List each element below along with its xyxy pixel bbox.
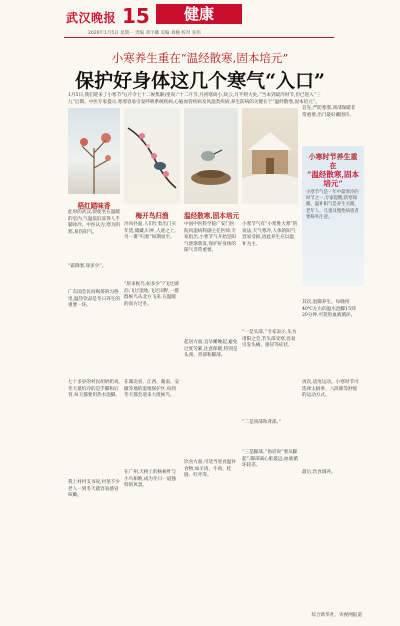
section-title: 健康	[156, 4, 242, 24]
col1-para-3: 广东国会民间喝茶的习俗里,温热饮品是冬日养生的重要一环。	[68, 290, 120, 309]
col4-para-1: 小寒节气有“小寒胜大寒”的说法,天气寒冷,人体的阳气容易受损,因此养生应以温补为主。	[242, 222, 298, 247]
col3-para-3: 饮食方面,可适当进食温补食物,如羊肉、牛肉、桂圆、红枣等。	[184, 460, 236, 479]
caption-3: 温经散寒,固本培元	[184, 212, 240, 220]
col4-para-4: “三是脚部。”俗话说“寒从脚起”,脚部离心脏最远,血液循环较差。	[242, 450, 298, 469]
col3-para-1: 中国中医科学院广安门医院风湿病科副主任医师,专家指出,小寒节气开始是阳气逐渐萌发,保护好身体的阳气非常重要。	[184, 222, 236, 254]
photo-plum-bird	[124, 108, 180, 204]
col1-para-4: 七十多岁的村民胡奶奶说,冬天最怕冷的是手脚和后背,每天都要用热水泡脚。	[68, 380, 120, 399]
col2-para-2: “原来候鸟,如多少”?飞过湖泊,飞过湿地,飞过田野,一群群候鸟从北方飞来,在温暖的南方过冬。	[124, 282, 179, 307]
caption-2: 梅开鸟归渔	[135, 212, 169, 220]
col5-intro: 首先,严防寒邪,颈部保暖非常重要,出门最好戴围巾。	[302, 106, 356, 118]
newspaper-logo: 武汉晚报	[66, 11, 117, 25]
sidebar-text: 小寒节气是一年中最寒冷的时节之一,专家提醒,防寒保暖、温补阳气是养生关键。老年人、儿童及慢性病患者要格外注意。	[306, 190, 359, 220]
sidebar-title: 小寒时节养生重在	[308, 152, 358, 170]
article-headline: 保护好身体这几个寒气“入口”	[75, 70, 325, 92]
col3-para-2: 起居方面,宜早睡晚起,避免过度劳累,注意保暖,特别是头颈、背部和脚部。	[184, 340, 238, 359]
col5-para-2: 其次,泡脚养生。每晚用40℃左右的温水泡脚15到20分钟,可促进血液循环。	[302, 300, 356, 319]
article-subhead: 小寒养生重在“温经散寒,固本培元”	[111, 51, 289, 65]
col1-para-5: 我上村村支书说,村里不少老人一到冬天就容易感冒咳嗽。	[68, 480, 120, 499]
col5-para-4: 最后,饮食调养。	[302, 470, 336, 475]
header-rule	[64, 37, 334, 38]
masthead	[0, 0, 400, 28]
source-note: 综合新华社、央视网报道	[311, 613, 362, 618]
col5-para-3: 再次,适度运动。小寒时节可选择太极拳、八段锦等舒缓的运动方式。	[302, 380, 359, 399]
caption-1: 梧红踏味香	[77, 202, 111, 210]
col4-para-3: “二是颈部和背部。”	[242, 420, 282, 425]
sidebar-title-2: “温经散寒,固本培元”	[307, 170, 359, 188]
article-lead: 1月5日,我们迎来了小寒节气(月令七十二候集解)里说:“十二月节,月初寒尚小,故云,月半则大矣。”当本到最冷时节,但已进入“三九”后期。中医专家提示,寒邪容易引发呼吸系统疾病,心脑血管疾病及风湿类疾病,养生防病的关键在于“温经散寒,固本培元”。	[68, 93, 321, 105]
dateline: 2026年1月5日 星期一 责编 邓宇卿 美编 刘楠 校对 张伟	[88, 31, 201, 36]
col4-para-2: “一是头部。”专家表示,头为诸阳之会,若头部受寒,容易引发头痛、感冒等症状。	[242, 330, 297, 349]
col1-para-2: “霜降寒,知多少”。	[68, 264, 107, 269]
col2-para-4: 在广州,天桥上的杨树叶与小鸟相映,成为冬日一道独特的风景。	[124, 470, 176, 489]
page-number: 15	[122, 4, 150, 28]
photo-bird-nest	[184, 108, 238, 204]
col2-para-1: 冷风扑面,人们忙着出门买年货,储藏,归乡,人迹之上,另一番“归客”如期而至。	[124, 222, 176, 241]
photo-snow-house	[242, 108, 298, 204]
col2-para-3: 在湖北省、江西、湖南、安徽等地的湿地保护区,每到冬天都会迎来大批候鸟。	[124, 380, 180, 399]
photo-winter-tree	[68, 108, 120, 194]
col1-para-1: 此时的武汉,即使坐在温暖的室内,气温依旧冻得人手脚冰冷。中医认为,寒为阴邪,易伤阳气。	[68, 210, 120, 235]
